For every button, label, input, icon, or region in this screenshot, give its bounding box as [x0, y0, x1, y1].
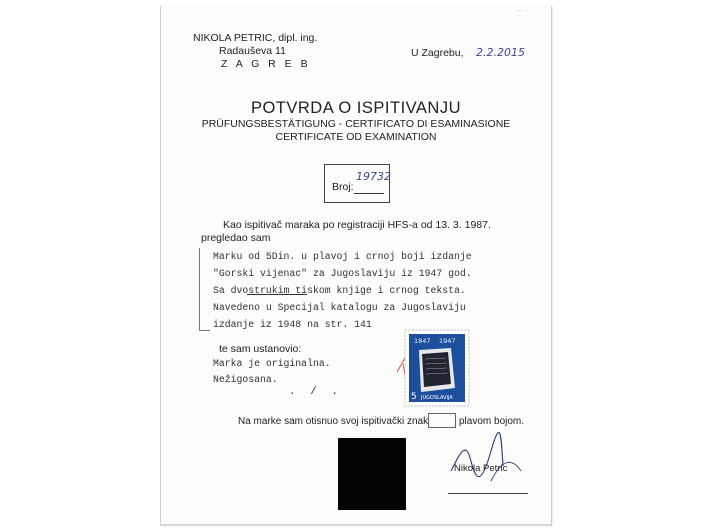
stamp-year-right: 1947 — [439, 337, 456, 345]
certificate-number: 19732 — [356, 170, 391, 183]
stamp-year-left: 1847 — [414, 337, 431, 345]
issuer-street: Radauševa 11 — [219, 45, 286, 57]
intro-line-1: Kao ispitivač maraka po registraciji HFS-a od 13. 3. 1987. — [223, 219, 491, 231]
stamp-book-text — [422, 352, 451, 387]
certificate-number-label: Broj: — [332, 181, 354, 193]
stamp-mark-suffix: plavom bojom. — [459, 416, 525, 427]
description-bracket — [199, 248, 210, 331]
finding-original: Marka je originalna. — [213, 358, 331, 369]
underline-dvostrukim — [247, 294, 307, 295]
description-line-5: izdanje iz 1948 na str. 141 — [213, 319, 372, 330]
intro-line-2: pregledao sam — [201, 232, 271, 244]
postage-stamp-image — [397, 328, 473, 408]
findings-label: te sam ustanovio: — [219, 343, 302, 355]
stamp-mark-box — [428, 413, 456, 428]
page-subtitle-2: CERTIFICATE OD EXAMINATION — [275, 131, 437, 143]
certificate-number-box — [324, 164, 390, 203]
corner-mark: ~ ~ — [516, 6, 531, 17]
issue-date: 2.2.2015 — [476, 46, 525, 59]
issue-place: U Zagrebu, — [411, 47, 464, 59]
certificate-sheet — [160, 6, 552, 526]
signature-name: Nikola Petric — [454, 463, 508, 474]
stamp-value: 5 — [411, 392, 417, 402]
number-underline — [354, 193, 384, 194]
description-line-1: Marku od 5Din. u plavoj i crnoj boji izdanje — [213, 251, 472, 262]
description-line-3: Sa dvostrukim tiskom knjige i crnog teksta. — [213, 285, 466, 296]
description-line-4: Navedeno u Specijal katalogu za Jugoslaviju — [213, 302, 466, 313]
finding-unused: Nežigosana. — [213, 374, 278, 385]
page-title: POTVRDA O ISPITIVANJU — [250, 99, 462, 117]
photo-black-square — [338, 438, 406, 510]
page-subtitle-1: PRÜFUNGSBESTÄTIGUNG - CERTIFICATO DI ESAMINASIONE — [201, 118, 511, 130]
signature-line — [448, 493, 528, 494]
issuer-name: NIKOLA PETRIC, dipl. ing. — [193, 32, 318, 44]
description-line-2: "Gorski vijenac" za Jugoslaviju iz 1947 god. — [213, 268, 472, 279]
end-mark: . / . — [289, 386, 343, 398]
stamp-country: JUGOSLAVIJA — [421, 395, 453, 401]
stamp-mark-label: Na marke sam otisnuo svoj ispitivački znak — [238, 416, 429, 427]
issuer-city: Z A G R E B — [221, 58, 311, 70]
